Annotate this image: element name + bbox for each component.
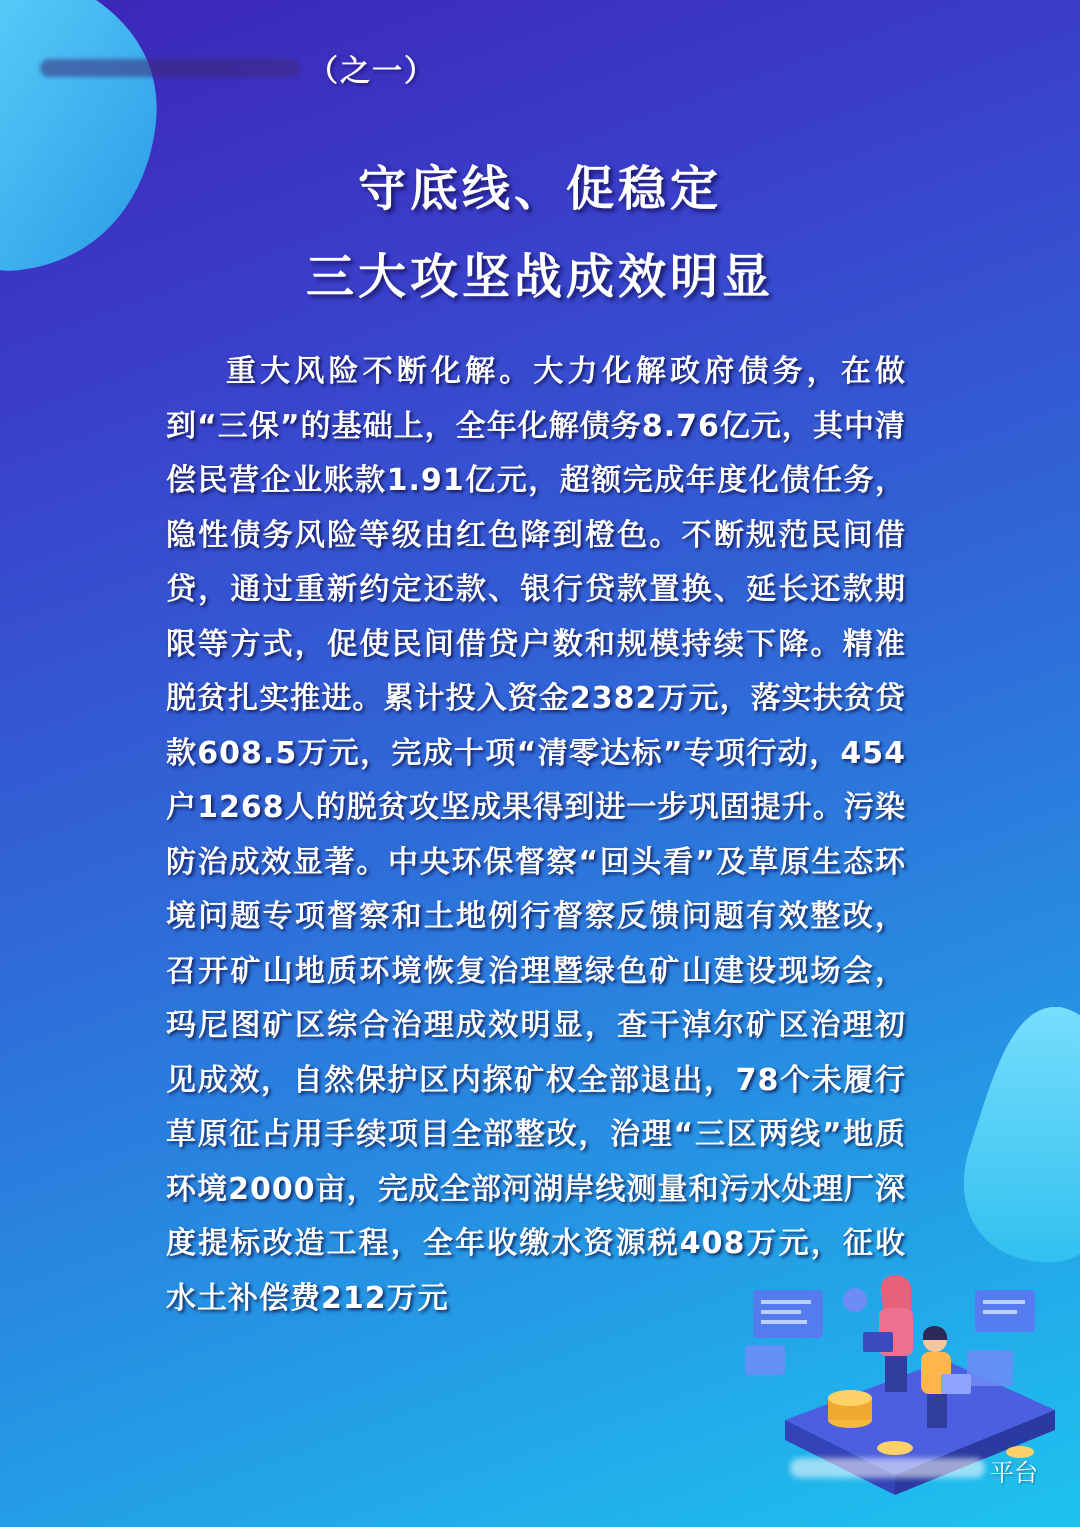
header-blurred-text <box>40 59 300 77</box>
header-tag <box>40 48 436 88</box>
page-title-line-2: 三大攻坚战成效明显 <box>305 249 774 305</box>
footer-blurred-text <box>790 1458 985 1478</box>
decorative-blob-bottom-right <box>940 1007 1080 1267</box>
body-paragraph: 重大风险不断化解。大力化解政府债务，在做到“三保”的基础上，全年化解债务8.76亿元，其中清偿民营企业账款1.91亿元，超额完成年度化债任务，隐性债务风险等级由红色降到橙色。不断规范民间借贷，通过重新约定还款、银行贷款置换、延长还款期限等方式，促使民间借贷户数和规模持续下降。精准脱贫扎实推进。累计投入资金2382万元，落实扶贫贷款608.5万元，完成十项“清零达标”专项行动，454户1268人的脱贫攻坚成果得到进一步巩固提升。污染防治成效显著。中央环保督察“回头看”及草原生态环境问题专项督察和土地例行督察反馈问题有效整改，召开矿山地质环境恢复治理暨绿色矿山建设现场会，玛尼图矿区综合治理成效明显，查干淖尔矿区治理初见成效，自然保护区内探矿权全部退出，78个未履行草原征占用手续项目全部整改，治理“三区两线”地质环境2000亩，完成全部河湖岸线测量和污水处理厂深度提标改造工程，全年收缴水资源税408万元，征收水土补偿费212万元 <box>166 354 906 1316</box>
page-title-line-1: 守底线、促稳定 <box>357 161 722 217</box>
header-suffix: （之一） <box>308 54 436 89</box>
footer-label: 平台 <box>990 1459 1038 1487</box>
